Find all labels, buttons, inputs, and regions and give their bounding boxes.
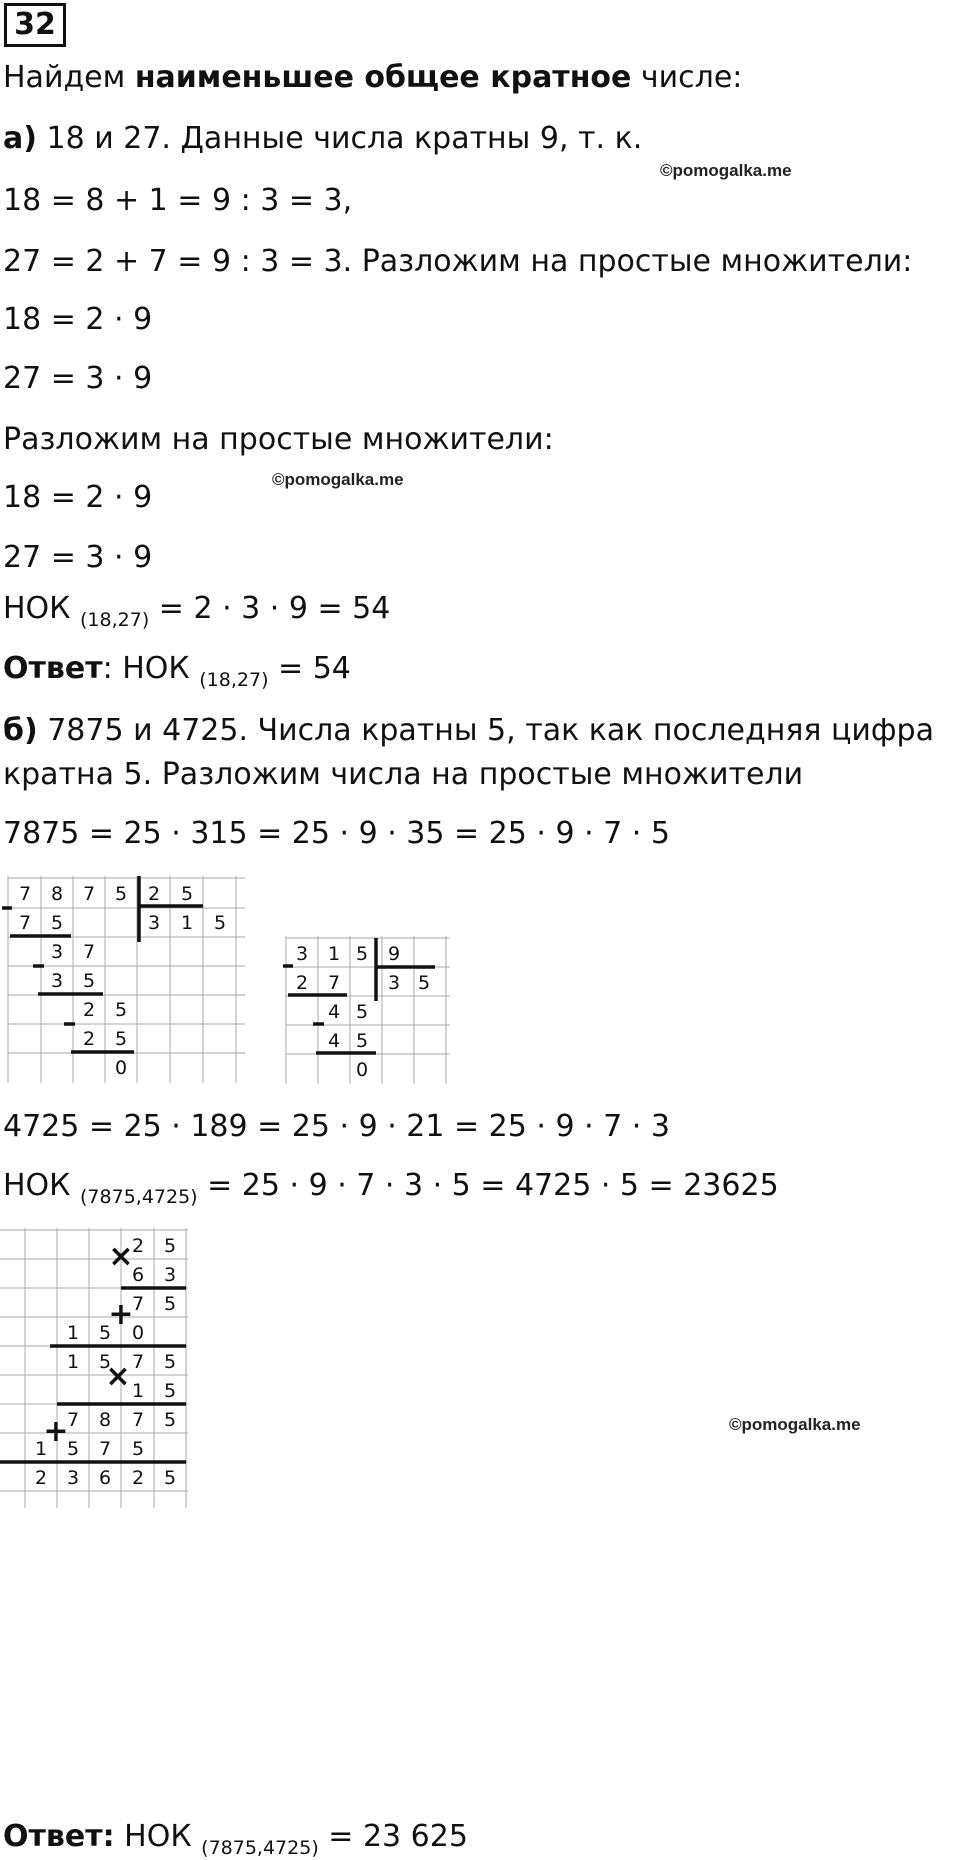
digit: 7 — [327, 972, 341, 994]
digit: 3 — [66, 1467, 80, 1489]
plus-sign: + — [108, 1297, 134, 1332]
times-sign: × — [105, 1359, 131, 1394]
part-b-line3: 7875 = 25 · 315 = 25 · 9 · 35 = 25 · 9 · 7 · 5 — [3, 816, 670, 851]
digit: 5 — [213, 912, 227, 934]
digit: 5 — [114, 1028, 128, 1050]
digit: 5 — [114, 883, 128, 905]
digit: 5 — [82, 970, 96, 992]
part-a-line5: 27 = 3 · 9 — [3, 361, 153, 396]
digit: 2 — [82, 1028, 96, 1050]
digit: 2 — [131, 1467, 145, 1489]
watermark: ©pomogalka.me — [660, 161, 792, 180]
digit: 5 — [163, 1467, 177, 1489]
part-a-line2: 18 = 8 + 1 = 9 : 3 = 3, — [3, 183, 353, 218]
division-315-by-9 — [280, 934, 455, 1089]
digit: 1 — [66, 1351, 80, 1373]
digit: 1 — [180, 912, 194, 934]
digit: 2 — [131, 1235, 145, 1257]
digit: 7 — [66, 1409, 80, 1431]
digit: 5 — [355, 1001, 369, 1023]
digit: 5 — [163, 1380, 177, 1402]
part-a-line7: 18 = 2 · 9 — [3, 480, 153, 515]
digit: 5 — [50, 912, 64, 934]
digit: 5 — [163, 1293, 177, 1315]
digit: 5 — [98, 1322, 112, 1344]
digit: 8 — [50, 883, 64, 905]
digit: 6 — [131, 1264, 145, 1286]
digit: 6 — [98, 1467, 112, 1489]
watermark: ©pomogalka.me — [729, 1415, 861, 1434]
digit: 2 — [34, 1467, 48, 1489]
digit: 7 — [18, 912, 32, 934]
times-sign: × — [108, 1239, 134, 1274]
digit: 5 — [114, 999, 128, 1021]
part-a-line4: 18 = 2 · 9 — [3, 302, 153, 337]
digit: 7 — [98, 1438, 112, 1460]
digit: 7 — [82, 941, 96, 963]
digit: 7 — [82, 883, 96, 905]
watermark: ©pomogalka.me — [272, 470, 404, 489]
digit: 5 — [355, 1030, 369, 1052]
digit: 8 — [98, 1409, 112, 1431]
digit: 0 — [355, 1059, 369, 1081]
digit: 5 — [180, 883, 194, 905]
division-7875-by-25 — [0, 868, 250, 1088]
part-b-answer: Ответ: НОК $_{(7875,4725)}$ = 23 625 — [3, 1819, 468, 1859]
digit: 3 — [50, 941, 64, 963]
task-number: 32 — [4, 3, 66, 47]
part-b-line2: кратна 5. Разложим числа на простые множители — [3, 757, 804, 792]
digit: 2 — [147, 883, 161, 905]
part-a-answer: Ответ: НОК $_{(18,27)}$ = 54 — [3, 651, 351, 691]
part-a-line6: Разложим на простые множители: — [3, 422, 554, 457]
digit: 0 — [114, 1057, 128, 1079]
digit: 5 — [66, 1438, 80, 1460]
digit: 3 — [147, 912, 161, 934]
digit: 1 — [327, 943, 341, 965]
part-a-line1: а) 18 и 27. Данные числа кратны 9, т. к. — [3, 121, 643, 156]
part-b-nok: НОК $_{(7875,4725)}$ = 25 · 9 · 7 · 3 · 5 = 4725 · 5 = 23625 — [3, 1168, 779, 1208]
part-b-line1: б) 7875 и 4725. Числа кратны 5, так как последняя цифра — [3, 713, 934, 748]
intro-line: Найдем наименьшее общее кратное числе: — [3, 60, 743, 95]
multiplication-25x63-and-1575x15 — [0, 1226, 200, 1516]
digit: 5 — [355, 943, 369, 965]
digit: 3 — [387, 972, 401, 994]
digit: 3 — [163, 1264, 177, 1286]
part-a-nok: НОК $_{(18,27)}$ = 2 · 3 · 9 = 54 — [3, 591, 391, 631]
digit: 5 — [417, 972, 431, 994]
digit: 2 — [295, 972, 309, 994]
part-a-line3: 27 = 2 + 7 = 9 : 3 = 3. Разложим на простые множители: — [3, 244, 913, 279]
digit: 5 — [163, 1409, 177, 1431]
digit: 5 — [131, 1438, 145, 1460]
part-a-line8: 27 = 3 · 9 — [3, 540, 153, 575]
digit: 5 — [163, 1351, 177, 1373]
digit: 2 — [82, 999, 96, 1021]
digit: 1 — [66, 1322, 80, 1344]
digit: 7 — [131, 1293, 145, 1315]
plus-sign: + — [43, 1414, 69, 1449]
digit: 4 — [327, 1030, 341, 1052]
digit: 5 — [98, 1351, 112, 1373]
digit: 1 — [131, 1380, 145, 1402]
digit: 1 — [34, 1438, 48, 1460]
digit: 0 — [131, 1322, 145, 1344]
digit: 7 — [131, 1409, 145, 1431]
digit: 9 — [387, 943, 401, 965]
digit: 5 — [163, 1235, 177, 1257]
digit: 7 — [131, 1351, 145, 1373]
digit: 3 — [50, 970, 64, 992]
digit: 3 — [295, 943, 309, 965]
part-b-line4: 4725 = 25 · 189 = 25 · 9 · 21 = 25 · 9 · 7 · 3 — [3, 1109, 670, 1144]
digit: 7 — [18, 883, 32, 905]
digit: 4 — [327, 1001, 341, 1023]
